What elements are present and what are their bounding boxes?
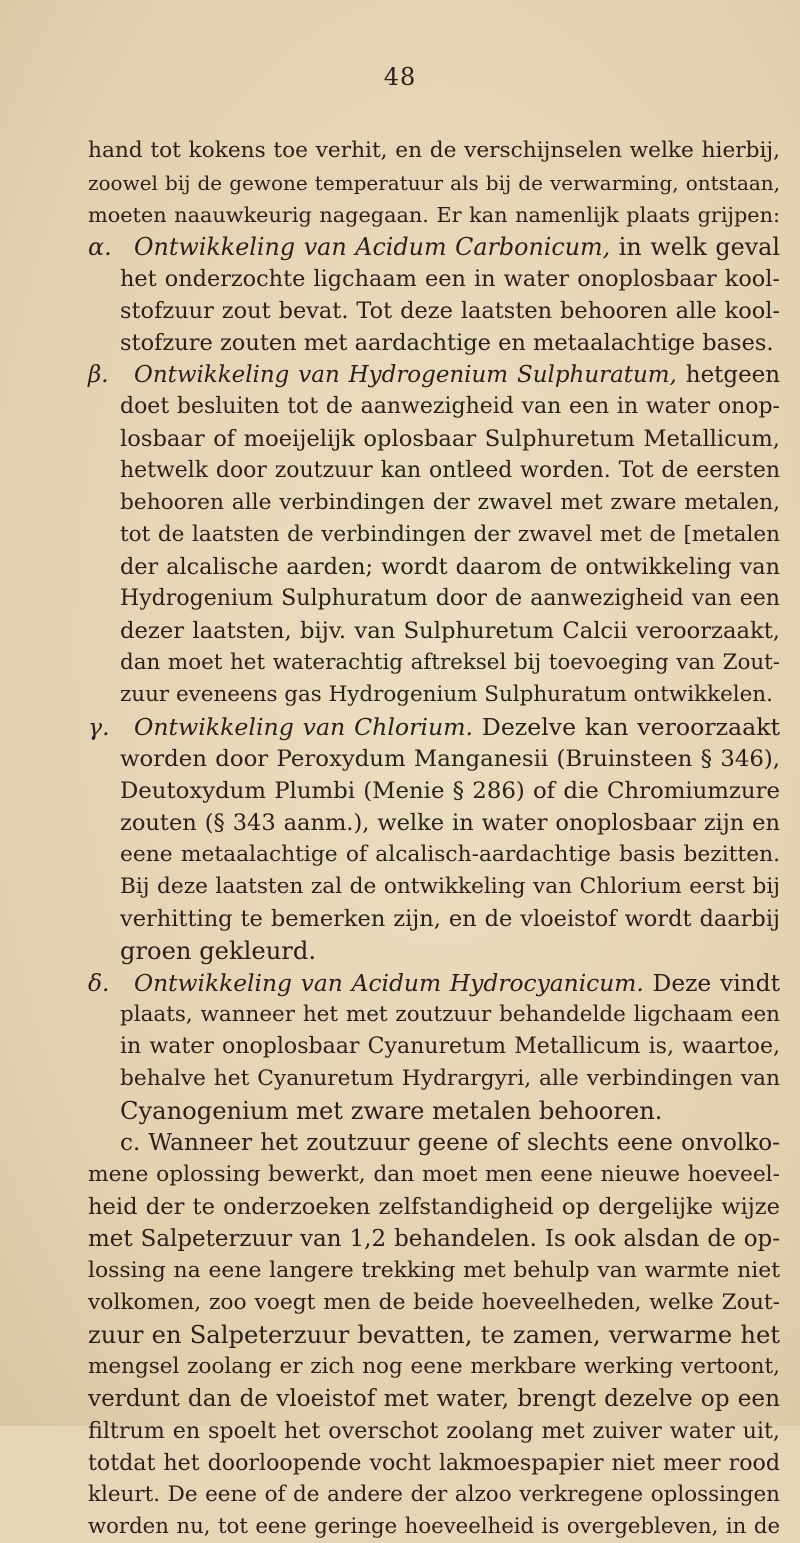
- text-line: het onderzochte ligchaam een in water onoplosbaar kool-: [120, 266, 780, 292]
- text-line: mengsel zoolang er zich nog eene merkbare werking vertoont,: [88, 1354, 780, 1379]
- text-line: kleurt. De eene of de andere der alzoo verkregene oplossingen: [88, 1482, 780, 1507]
- text-line: Cyanogenium met zware metalen behooren.: [120, 1097, 663, 1125]
- text-body: [88, 135, 780, 1543]
- text-line: Bij deze laatsten zal de ontwikkeling van Chlorium eerst bij: [120, 874, 780, 899]
- item-c-title: Ontwikkeling van Chlorium.: [134, 713, 474, 741]
- text-line: worden door Peroxydum Manganesii (Bruinsteen § 346),: [120, 746, 780, 772]
- text-line: behooren alle verbindingen der zwavel met zware metalen,: [120, 490, 780, 515]
- text-line: zuur eveneens gas Hydrogenium Sulphuratum ontwikkelen.: [120, 682, 773, 707]
- text-line: hetwelk door zoutzuur kan ontleed worden. Tot de eersten: [120, 458, 780, 483]
- text-line: stofzuur zout bevat. Tot deze laatsten behooren alle kool-: [120, 298, 780, 324]
- text-line: filtrum en spoelt het overschot zoolang met zuiver water uit,: [88, 1418, 780, 1444]
- text-line: verhitting te bemerken zijn, en de vloeistof wordt daarbij: [120, 906, 780, 932]
- text-line: groen gekleurd.: [120, 937, 317, 965]
- text-line: zuur en Salpeterzuur bevatten, te zamen, verwarme het: [88, 1321, 780, 1349]
- text-line: Hydrogenium Sulphuratum door de aanwezigheid van een: [120, 586, 780, 611]
- item-d-title: Ontwikkeling van Acidum Hydrocyanicum.: [134, 969, 644, 997]
- item-b-title: Ontwikkeling van Hydrogenium Sulphuratum,: [134, 362, 677, 388]
- text-line: doet besluiten tot de aanwezigheid van een in water onop-: [120, 394, 780, 419]
- item-c-heading-line: γ. Ontwikkeling van Chlorium. Dezelve kan veroorzaakt: [88, 713, 780, 741]
- text-line: worden nu, tot eene geringe hoeveelheid is overgebleven, in de: [88, 1514, 780, 1539]
- text-line: in water onoplosbaar Cyanuretum Metallicum is, waartoe,: [120, 1034, 780, 1059]
- text-line: mene oplossing bewerkt, dan moet men eene nieuwe hoeveel-: [88, 1162, 780, 1187]
- text-line: volkomen, zoo voegt men de beide hoeveelheden, welke Zout-: [88, 1290, 780, 1315]
- text-line: losbaar of moeijelijk oplosbaar Sulphuretum Metallicum,: [120, 426, 780, 452]
- text-line: dezer laatsten, bijv. van Sulphuretum Calcii veroorzaakt,: [120, 618, 780, 644]
- text-line: verdunt dan de vloeistof met water, brengt dezelve op een: [88, 1386, 780, 1412]
- text-line: Deutoxydum Plumbi (Menie § 286) of die Chromiumzure: [120, 778, 780, 804]
- item-b-heading-line: β. Ontwikkeling van Hydrogenium Sulphuratum, hetgeen: [88, 359, 780, 391]
- text-line: eene metaalachtige of alcalisch-aardachtige basis bezitten.: [120, 842, 780, 867]
- page-number: 48: [383, 63, 417, 91]
- item-d-heading-line: δ. Ontwikkeling van Acidum Hydrocyanicum. Deze vindt: [88, 969, 780, 997]
- text-line: met Salpeterzuur van 1,2 behandelen. Is ook alsdan de op-: [88, 1226, 780, 1252]
- text-line: der alcalische aarden; wordt daarom de ontwikkeling van: [120, 554, 780, 580]
- item-b-marker: β.: [88, 362, 109, 388]
- text-line: totdat het doorloopende vocht lakmoespapier niet meer rood: [88, 1450, 780, 1476]
- item-a-marker: α.: [88, 233, 112, 261]
- text-line: heid der te onderzoeken zelfstandigheid op dergelijke wijze: [88, 1194, 780, 1220]
- text-line: hand tot kokens toe verhit, en de verschijnselen welke hierbij,: [88, 138, 780, 163]
- item-d-marker: δ.: [88, 969, 110, 997]
- paragraph-c-first-line: c. Wanneer het zoutzuur geene of slechts eene onvolko-: [120, 1130, 780, 1156]
- text-line: dan moet het waterachtig aftreksel bij toevoeging van Zout-: [120, 650, 780, 675]
- item-a-heading-line: α. Ontwikkeling van Acidum Carbonicum, in welk geval: [88, 233, 780, 261]
- text-line: behalve het Cyanuretum Hydrargyri, alle verbindingen van: [120, 1066, 780, 1091]
- text-line: tot de laatsten de verbindingen der zwavel met de [metalen: [120, 522, 780, 547]
- text-line: zouten (§ 343 aanm.), welke in water onoplosbaar zijn en: [120, 810, 780, 836]
- item-c-marker: γ.: [88, 713, 110, 741]
- text-line: zoowel bij de gewone temperatuur als bij de verwarming, ontstaan,: [88, 171, 780, 195]
- text-line: moeten naauwkeurig nagegaan. Er kan namenlijk plaats grijpen:: [88, 203, 780, 227]
- item-a-title: Ontwikkeling van Acidum Carbonicum,: [134, 233, 611, 261]
- text-line: stofzure zouten met aardachtige en metaalachtige bases.: [120, 330, 774, 356]
- text-line: plaats, wanneer het met zoutzuur behandelde ligchaam een: [120, 1002, 780, 1027]
- text-line: lossing na eene langere trekking met behulp van warmte niet: [88, 1258, 780, 1283]
